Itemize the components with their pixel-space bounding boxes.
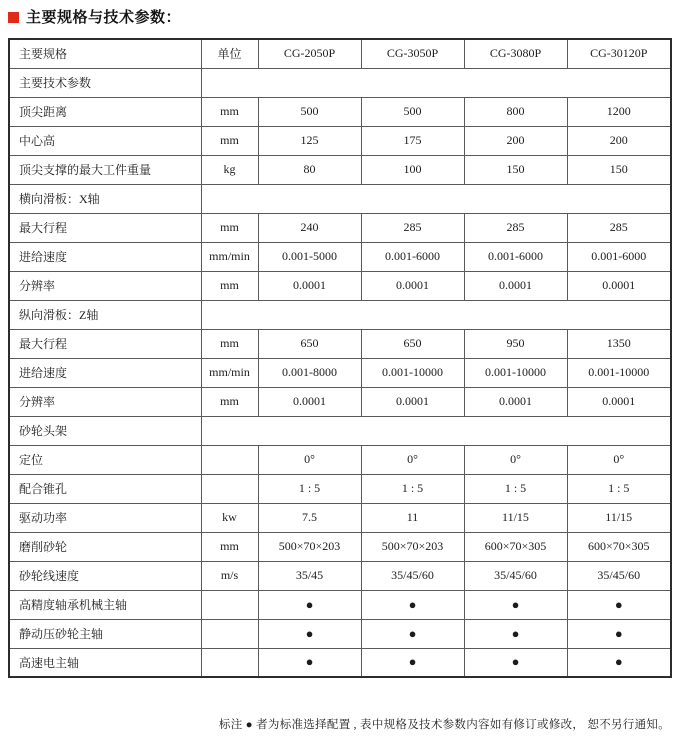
- value-cell: 7.5: [258, 503, 361, 532]
- value-cell: 11/15: [464, 503, 567, 532]
- value-cell: 800: [464, 97, 567, 126]
- row-label: 配合锥孔: [9, 474, 201, 503]
- row-label: 驱动功率: [9, 503, 201, 532]
- header-row: [9, 39, 671, 68]
- unit-cell: mm: [201, 387, 258, 416]
- value-cell: ●: [361, 648, 464, 677]
- value-cell: 1200: [567, 97, 671, 126]
- spec-row: [9, 97, 671, 126]
- row-label: 进给速度: [9, 242, 201, 271]
- value-cell: 500: [361, 97, 464, 126]
- value-cell: 0.001-5000: [258, 242, 361, 271]
- value-cell: 285: [361, 213, 464, 242]
- section-row: [9, 68, 671, 97]
- page-title-text: 主要规格与技术参数：: [26, 8, 182, 26]
- value-cell: 35/45/60: [361, 561, 464, 590]
- unit-cell: mm/min: [201, 242, 258, 271]
- column-header-label: 主要规格: [9, 39, 201, 68]
- column-header-unit: 单位: [201, 39, 258, 68]
- spec-row: [9, 126, 671, 155]
- value-cell: 150: [464, 155, 567, 184]
- unit-cell: mm/min: [201, 358, 258, 387]
- value-cell: 1 : 5: [258, 474, 361, 503]
- value-cell: 0.001-10000: [464, 358, 567, 387]
- value-cell: 0°: [258, 445, 361, 474]
- row-label: 中心高: [9, 126, 201, 155]
- section-empty-span: [201, 416, 671, 445]
- value-cell: 0.001-10000: [567, 358, 671, 387]
- row-label: 进给速度: [9, 358, 201, 387]
- value-cell: 0.001-8000: [258, 358, 361, 387]
- section-row: [9, 300, 671, 329]
- value-cell: 200: [567, 126, 671, 155]
- value-cell: 1 : 5: [361, 474, 464, 503]
- spec-row: [9, 155, 671, 184]
- spec-row: [9, 358, 671, 387]
- value-cell: 0.0001: [567, 271, 671, 300]
- row-label: 砂轮头架: [9, 416, 201, 445]
- unit-cell: mm: [201, 532, 258, 561]
- value-cell: 650: [258, 329, 361, 358]
- spec-row: [9, 329, 671, 358]
- section-row: [9, 416, 671, 445]
- value-cell: 500: [258, 97, 361, 126]
- unit-cell: m/s: [201, 561, 258, 590]
- section-empty-span: [201, 184, 671, 213]
- unit-cell: mm: [201, 271, 258, 300]
- value-cell: 35/45: [258, 561, 361, 590]
- value-cell: 240: [258, 213, 361, 242]
- column-header-model: CG-3050P: [361, 39, 464, 68]
- row-label: 纵向滑板：Z轴: [9, 300, 201, 329]
- value-cell: 0.001-6000: [567, 242, 671, 271]
- value-cell: ●: [258, 648, 361, 677]
- value-cell: 600×70×305: [464, 532, 567, 561]
- value-cell: ●: [464, 619, 567, 648]
- section-empty-span: [201, 300, 671, 329]
- spec-row: [9, 474, 671, 503]
- value-cell: 0°: [361, 445, 464, 474]
- value-cell: ●: [567, 619, 671, 648]
- spec-row: [9, 271, 671, 300]
- column-header-model: CG-2050P: [258, 39, 361, 68]
- unit-cell: mm: [201, 97, 258, 126]
- value-cell: 1 : 5: [464, 474, 567, 503]
- value-cell: 500×70×203: [258, 532, 361, 561]
- row-label: 砂轮线速度: [9, 561, 201, 590]
- value-cell: 0.0001: [464, 387, 567, 416]
- spec-row: [9, 561, 671, 590]
- row-label: 分辨率: [9, 271, 201, 300]
- value-cell: 0.001-6000: [361, 242, 464, 271]
- unit-cell: [201, 619, 258, 648]
- value-cell: ●: [361, 619, 464, 648]
- spec-row: [9, 590, 671, 619]
- row-label: 最大行程: [9, 213, 201, 242]
- value-cell: ●: [464, 590, 567, 619]
- unit-cell: mm: [201, 126, 258, 155]
- value-cell: 0.0001: [258, 387, 361, 416]
- unit-cell: [201, 474, 258, 503]
- value-cell: 600×70×305: [567, 532, 671, 561]
- value-cell: 0.0001: [567, 387, 671, 416]
- value-cell: 1 : 5: [567, 474, 671, 503]
- row-label: 最大行程: [9, 329, 201, 358]
- value-cell: 0.001-6000: [464, 242, 567, 271]
- value-cell: ●: [464, 648, 567, 677]
- value-cell: 1350: [567, 329, 671, 358]
- column-header-model: CG-30120P: [567, 39, 671, 68]
- value-cell: ●: [567, 590, 671, 619]
- value-cell: 0.0001: [258, 271, 361, 300]
- section-empty-span: [201, 68, 671, 97]
- value-cell: 500×70×203: [361, 532, 464, 561]
- row-label: 主要技术参数: [9, 68, 201, 97]
- spec-table-body: [9, 68, 671, 677]
- value-cell: 0.0001: [464, 271, 567, 300]
- spec-table-head: [9, 39, 671, 68]
- unit-cell: kw: [201, 503, 258, 532]
- value-cell: 200: [464, 126, 567, 155]
- value-cell: 125: [258, 126, 361, 155]
- spec-row: [9, 445, 671, 474]
- spec-row: [9, 619, 671, 648]
- column-header-model: CG-3080P: [464, 39, 567, 68]
- value-cell: ●: [258, 619, 361, 648]
- red-square-bullet-icon: [8, 12, 19, 23]
- row-label: 横向滑板：X轴: [9, 184, 201, 213]
- spec-row: [9, 532, 671, 561]
- unit-cell: mm: [201, 329, 258, 358]
- value-cell: 150: [567, 155, 671, 184]
- unit-cell: mm: [201, 213, 258, 242]
- spec-table-container: [8, 38, 670, 678]
- row-label: 高速电主轴: [9, 648, 201, 677]
- value-cell: 0°: [464, 445, 567, 474]
- row-label: 高精度轴承机械主轴: [9, 590, 201, 619]
- value-cell: 100: [361, 155, 464, 184]
- value-cell: 285: [567, 213, 671, 242]
- value-cell: 0.001-10000: [361, 358, 464, 387]
- value-cell: ●: [361, 590, 464, 619]
- value-cell: 0.0001: [361, 387, 464, 416]
- value-cell: ●: [567, 648, 671, 677]
- spec-row: [9, 242, 671, 271]
- unit-cell: [201, 445, 258, 474]
- value-cell: 35/45/60: [567, 561, 671, 590]
- value-cell: 80: [258, 155, 361, 184]
- value-cell: 11/15: [567, 503, 671, 532]
- value-cell: 0°: [567, 445, 671, 474]
- row-label: 顶尖支撑的最大工件重量: [9, 155, 201, 184]
- value-cell: 285: [464, 213, 567, 242]
- value-cell: 11: [361, 503, 464, 532]
- value-cell: 950: [464, 329, 567, 358]
- row-label: 顶尖距离: [9, 97, 201, 126]
- page-title: [8, 6, 181, 27]
- spec-table: [8, 38, 672, 678]
- unit-cell: [201, 590, 258, 619]
- row-label: 磨削砂轮: [9, 532, 201, 561]
- value-cell: 650: [361, 329, 464, 358]
- unit-cell: kg: [201, 155, 258, 184]
- section-row: [9, 184, 671, 213]
- row-label: 定位: [9, 445, 201, 474]
- spec-row: [9, 648, 671, 677]
- value-cell: 175: [361, 126, 464, 155]
- row-label: 分辨率: [9, 387, 201, 416]
- footnote-text: 标注 ● 者为标准选择配置 , 表中规格及技术参数内容如有修订或修改， 恕不另行通知。: [218, 719, 670, 731]
- spec-row: [9, 387, 671, 416]
- value-cell: 0.0001: [361, 271, 464, 300]
- unit-cell: [201, 648, 258, 677]
- value-cell: ●: [258, 590, 361, 619]
- row-label: 静动压砂轮主轴: [9, 619, 201, 648]
- value-cell: 35/45/60: [464, 561, 567, 590]
- spec-row: [9, 213, 671, 242]
- spec-row: [9, 503, 671, 532]
